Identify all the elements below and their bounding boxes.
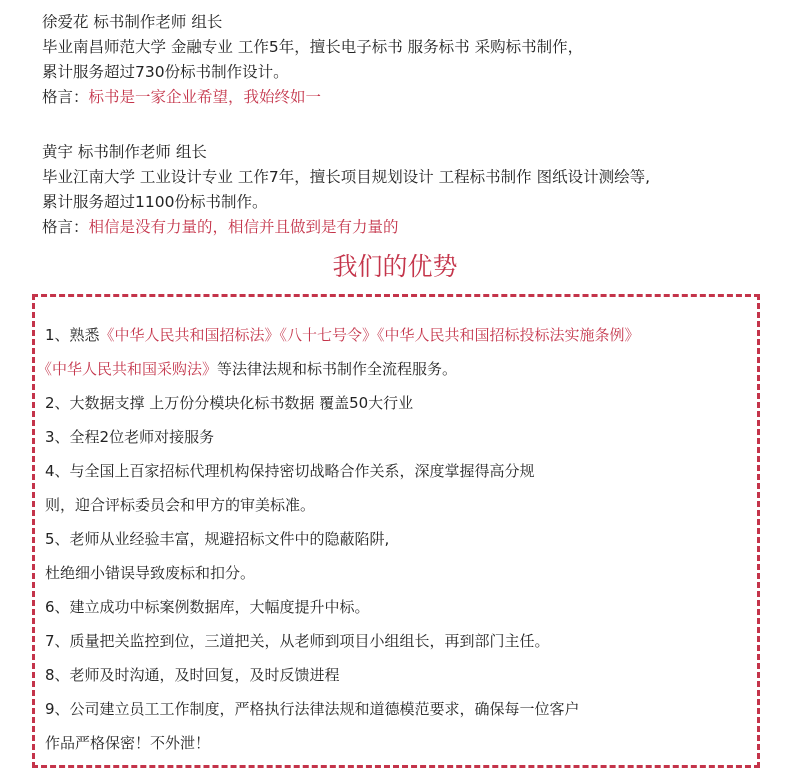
law-list-cont: 《中华人民共和国采购法》 (37, 360, 218, 378)
law-list: 《中华人民共和国招标法》《八十七号令》《中华人民共和国招标投标法实施条例》 (99, 326, 640, 344)
advantage-item-9: 9、公司建立员工工作制度，严格执行法律法规和道德模范要求，确保每一位客户 (45, 700, 580, 718)
motto-label: 格言： (42, 88, 89, 106)
advantage-item-5: 5、老师从业经验丰富，规避招标文件中的隐蔽陷阱, (45, 530, 390, 548)
profile-heading: 黄宇 标书制作老师 组长 (42, 143, 207, 161)
profile-motto (42, 215, 650, 240)
advantage-item-7: 7、质量把关监控到位，三道把关，从老师到项目小组组长，再到部门主任。 (45, 632, 550, 650)
profile-bio-line: 累计服务超过1100份标书制作。 (42, 193, 268, 211)
advantage-item-1-suffix: 等法律法规和标书制作全流程服务。 (217, 360, 458, 378)
advantage-item-4-cont: 则，迎合评标委员会和甲方的审美标准。 (45, 496, 316, 514)
advantage-item-5-cont: 杜绝细小错误导致废标和扣分。 (45, 564, 256, 582)
profile-motto (42, 85, 583, 110)
advantage-item-4: 4、与全国上百家招标代理机构保持密切战略合作关系，深度掌握得高分规 (45, 462, 535, 480)
advantages-title: 我们的优势 (332, 252, 458, 281)
advantage-item-8: 8、老师及时沟通，及时回复，及时反馈进程 (45, 666, 340, 684)
advantage-item-1-prefix: 1、熟悉 (45, 326, 100, 344)
profile-bio-line: 毕业南昌师范大学 金融专业 工作5年，擅长电子标书 服务标书 采购标书制作， (42, 38, 584, 56)
advantage-item-1 (45, 323, 640, 347)
motto-text: 标书是一家企业希望，我始终如一 (88, 88, 322, 106)
advantage-item-9-cont: 作品严格保密！不外泄！ (45, 734, 211, 752)
profile-heading: 徐爱花 标书制作老师 组长 (42, 13, 223, 31)
motto-text: 相信是没有力量的，相信并且做到是有力量的 (88, 218, 399, 236)
advantage-item-3: 3、全程2位老师对接服务 (45, 428, 215, 446)
profile-bio-line: 累计服务超过730份标书制作设计。 (42, 63, 289, 81)
motto-label: 格言： (42, 218, 89, 236)
profile-bio-line: 毕业江南大学 工业设计专业 工作7年，擅长项目规划设计 工程标书制作 图纸设计测绘等, (42, 168, 650, 186)
advantage-item-1-cont (37, 357, 457, 381)
profile-xu-aihua (42, 10, 583, 110)
advantage-item-6: 6、建立成功中标案例数据库，大幅度提升中标。 (45, 598, 370, 616)
profile-huang-yu (42, 140, 650, 240)
advantage-item-2: 2、大数据支撑 上万份分模块化标书数据 覆盖50大行业 (45, 394, 414, 412)
advantages-box (32, 294, 760, 768)
